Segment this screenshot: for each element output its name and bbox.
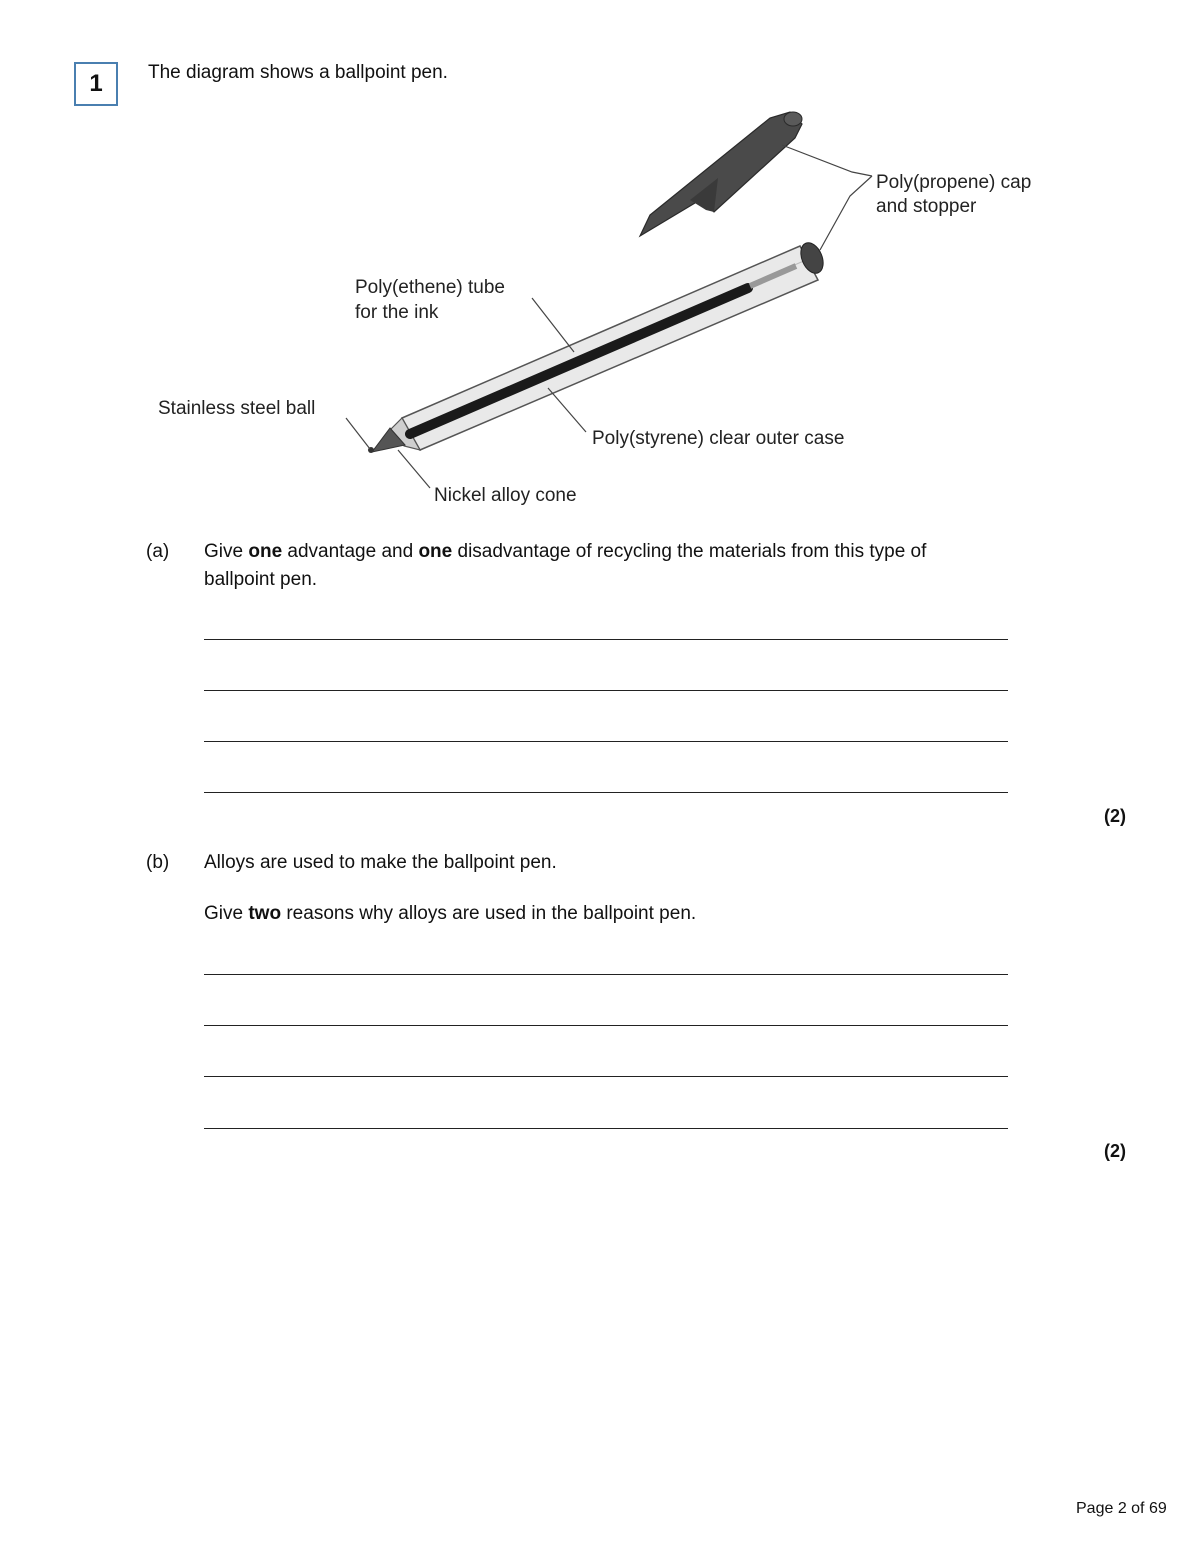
answer-line[interactable] xyxy=(204,974,1008,975)
part-b-marks: (2) xyxy=(1104,1141,1126,1161)
question-intro: The diagram shows a ballpoint pen. xyxy=(148,62,448,83)
pen-cap xyxy=(640,112,802,236)
answer-line[interactable] xyxy=(204,1025,1008,1026)
label-cap: Poly(propene) cap xyxy=(876,172,1032,193)
label-tube-line2: for the ink xyxy=(355,302,439,323)
part-a-question-line1: Give one advantage and one disadvantage of recycling the materials from this type of xyxy=(204,541,927,562)
answer-line[interactable] xyxy=(204,1076,1008,1077)
answer-line[interactable] xyxy=(204,1128,1008,1129)
part-b-question-line2: Give two reasons why alloys are used in the ballpoint pen. xyxy=(204,903,697,924)
part-b-question-line1: Alloys are used to make the ballpoint pen. xyxy=(204,852,557,873)
label-cone: Nickel alloy cone xyxy=(434,485,577,506)
part-b-label: (b) xyxy=(146,852,170,873)
part-a-marks: (2) xyxy=(1104,806,1126,826)
part-a-question-line2: ballpoint pen. xyxy=(204,569,318,590)
ballpoint-pen-diagram xyxy=(150,100,1080,520)
answer-line[interactable] xyxy=(204,741,1008,742)
page-number: Page 2 of 69 xyxy=(1076,1500,1167,1517)
answer-line[interactable] xyxy=(204,690,1008,691)
label-cap-line2: and stopper xyxy=(876,196,977,217)
question-number-box xyxy=(74,62,118,106)
label-ball: Stainless steel ball xyxy=(158,398,316,419)
label-tube: Poly(ethene) tube xyxy=(355,277,505,298)
question-number: 1 xyxy=(89,70,103,97)
part-a-label: (a) xyxy=(146,541,170,562)
answer-line[interactable] xyxy=(204,792,1008,793)
label-case: Poly(styrene) clear outer case xyxy=(592,428,845,449)
answer-line[interactable] xyxy=(204,639,1008,640)
